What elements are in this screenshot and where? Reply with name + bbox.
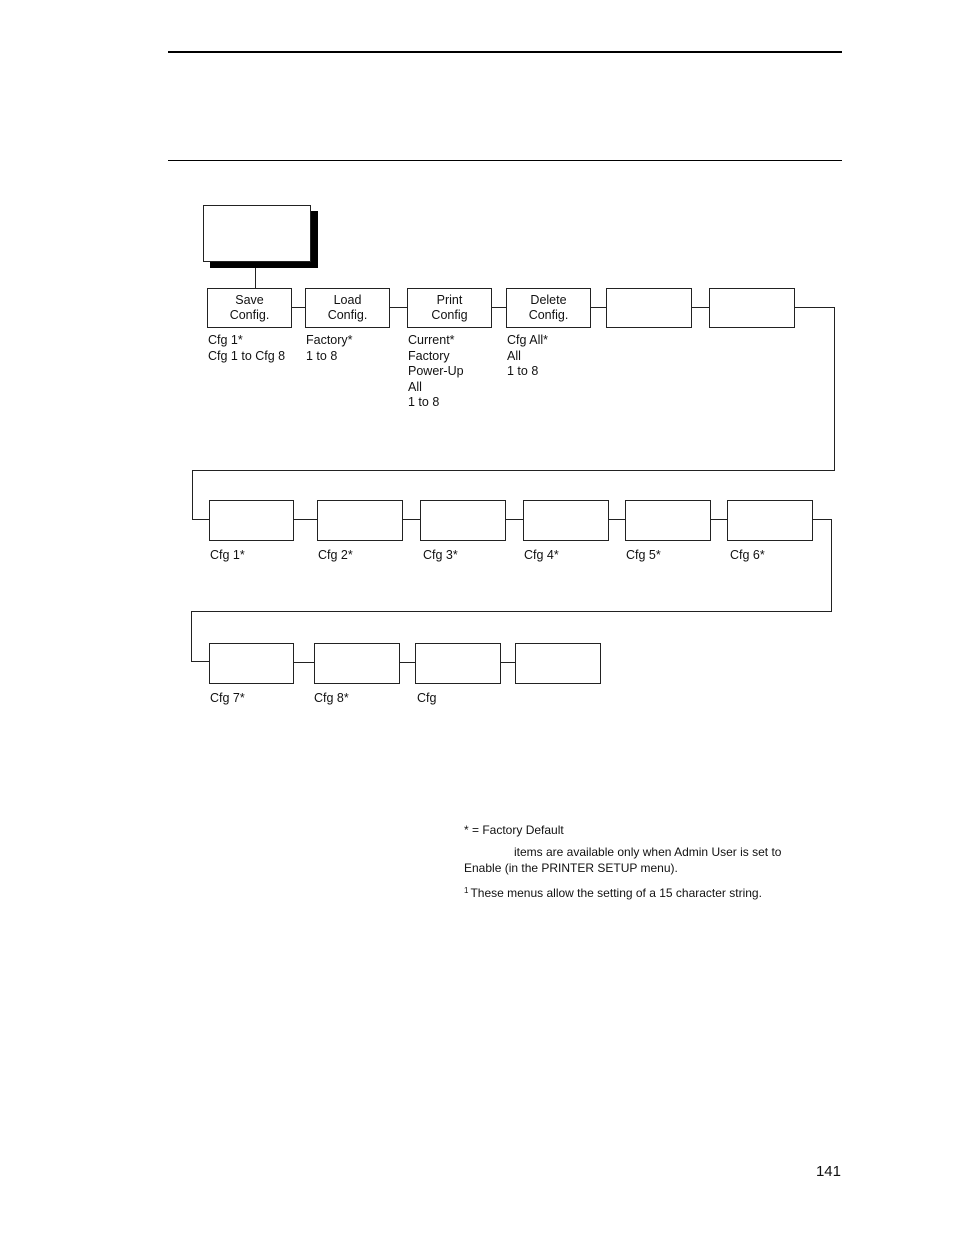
footnote-text: These menus allow the setting of a 15 character string. [470,886,762,900]
option: All [408,379,422,394]
box-label: Config [431,308,468,322]
connector [609,519,625,520]
box-label: Load [333,293,362,307]
option: Factory [408,348,450,363]
load-config-options [306,333,353,364]
option: 1 to 8 [408,395,440,409]
option: Current* [408,333,455,347]
cfg-option: Cfg [417,691,437,705]
connector [292,307,305,308]
box-label: Config. [229,308,270,322]
cfg-option: Cfg 5* [626,548,661,562]
menu-box [317,500,403,541]
load-config-box [305,288,390,328]
cfg-option: Cfg 7* [210,691,245,705]
menu-box [625,500,711,541]
cfg-option: Cfg 8* [314,691,349,705]
delete-config-box [506,288,591,328]
menu-box [727,500,813,541]
connector [390,307,407,308]
print-config-box [407,288,492,328]
box-label: Save [235,293,264,307]
menu-box [209,643,294,684]
connector [813,519,832,520]
page-number: 141 [815,1163,841,1180]
menu-box [709,288,795,328]
option: Power-Up [408,364,464,378]
option: All [507,348,521,363]
connector [834,307,835,471]
connector [192,519,209,520]
option: Cfg All* [507,333,548,347]
menu-box [523,500,609,541]
connector [191,611,832,612]
box-label: Print [436,293,463,307]
connector [191,661,209,662]
connector [692,307,709,308]
factory-default-note: * = Factory Default [464,823,564,837]
connector [400,662,415,663]
root-connector [255,268,256,288]
option: 1 to 8 [507,364,539,378]
box-label: Config. [327,308,368,322]
delete-config-options [507,333,548,380]
connector [795,307,835,308]
save-config-box [207,288,292,328]
footnote [464,883,804,902]
cfg-option: Cfg 6* [730,548,765,562]
option: Cfg 1* [208,333,243,347]
connector [831,519,832,612]
connector [492,307,506,308]
cfg-option: Cfg 2* [318,548,353,562]
menu-box [420,500,506,541]
connector [192,470,835,471]
menu-box [606,288,692,328]
print-config-options [408,333,464,411]
admin-note-text: items are available only when Admin User is set to Enable (in the PRINTER SETUP menu). [464,845,782,875]
footnote-marker: 1 [464,886,469,895]
connector [294,519,317,520]
option: Factory* [306,333,353,347]
save-config-options [208,333,285,364]
connector [711,519,727,520]
root-menu-box [203,205,311,262]
connector [501,662,515,663]
connector [403,519,420,520]
menu-box [515,643,601,684]
connector [591,307,606,308]
connector [294,662,314,663]
cfg-option: Cfg 3* [423,548,458,562]
cfg-option: Cfg 4* [524,548,559,562]
cfg-option: Cfg 1* [210,548,245,562]
connector [506,519,523,520]
option: 1 to 8 [306,348,338,363]
menu-box [415,643,501,684]
top-rule [168,51,842,53]
connector [191,611,192,662]
connector [192,470,193,520]
menu-box [314,643,400,684]
box-label: Config. [528,308,569,322]
admin-availability-note [464,845,804,876]
box-label: Delete [530,293,567,307]
section-rule [168,160,842,161]
menu-box [209,500,294,541]
option: Cfg 1 to Cfg 8 [208,348,286,363]
